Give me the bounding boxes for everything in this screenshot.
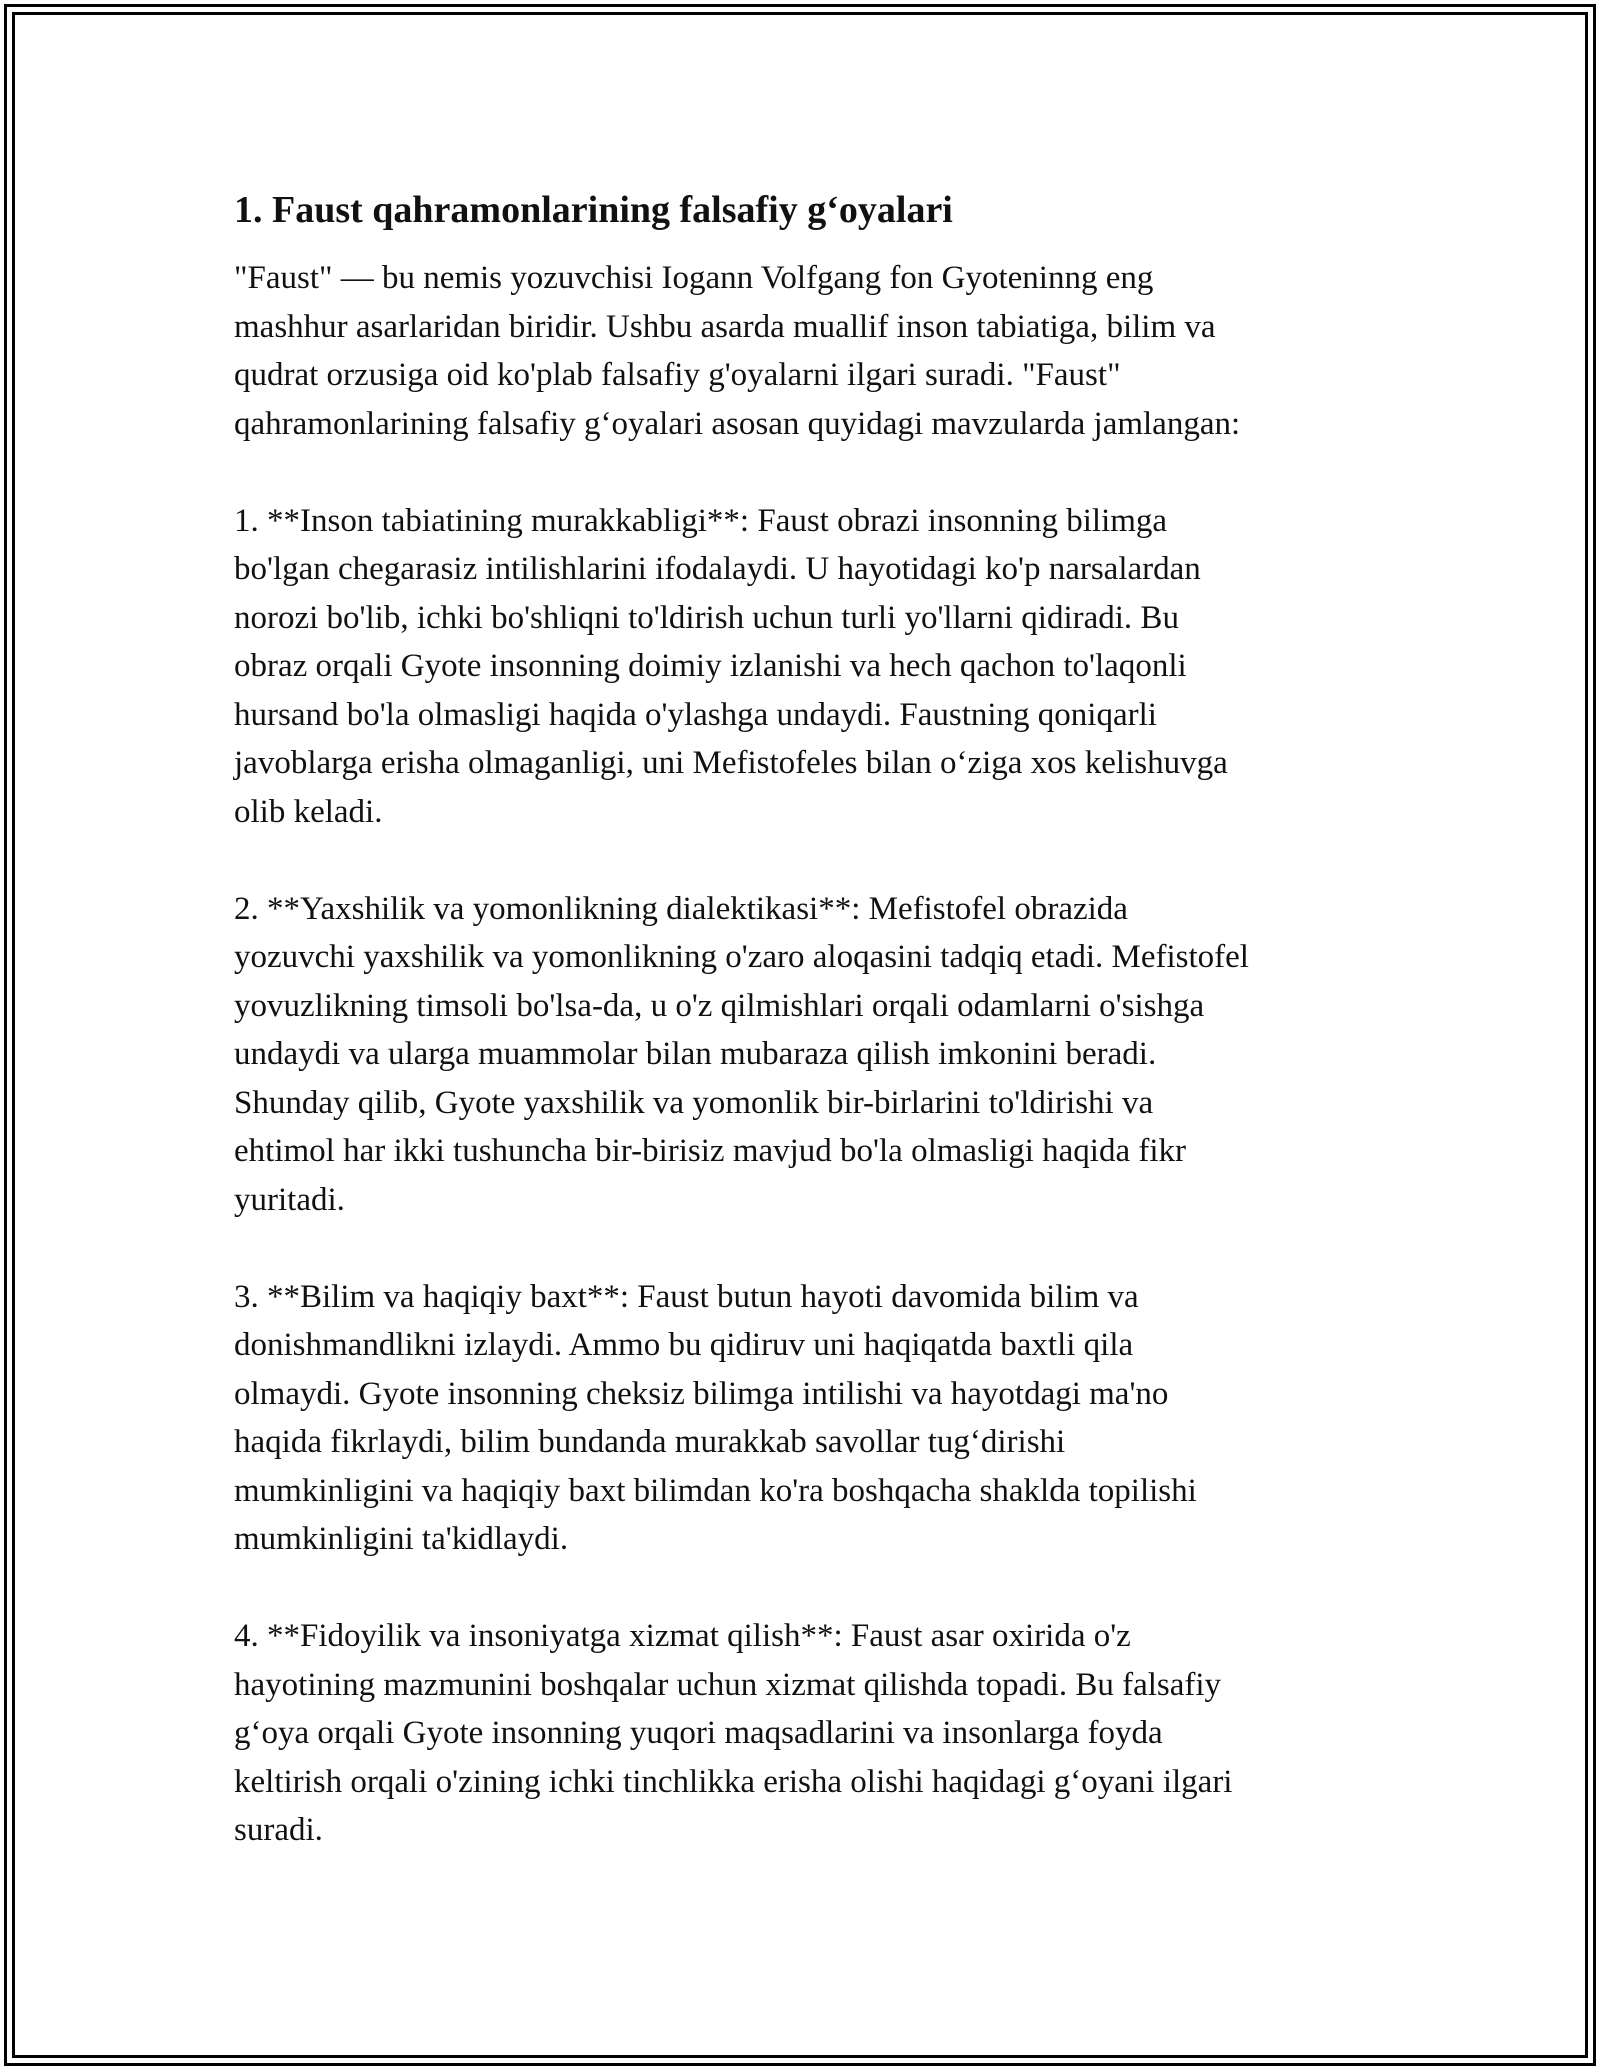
document-title: 1. Faust qahramonlarining falsafiy g‘oyalari <box>234 189 953 231</box>
list-item-4-paragraph: 4. **Fidoyilik va insoniyatga xizmat qilish**: Faust asar oxirida o'z hayotining mazmunini boshqalar uchun xizmat qilishda topadi. Bu falsafiy g‘oya orqali Gyote insonning yuqori maqsadlarini va insonlarga foyda keltirish orqali o'zining ichki tinchlikka erisha olishi haqidagi g‘oyani ilgari suradi. <box>234 1618 1233 1848</box>
list-item-2-paragraph: 2. **Yaxshilik va yomonlikning dialektikasi**: Mefistofel obrazida yozuvchi yaxshilik va yomonlikning o'zaro aloqasini tadqiq etadi. Mefistofel yovuzlikning timsoli bo'lsa-da, u o'z qilmishlari orqali odamlarni o'sishga undaydi va ularga muammolar bilan mubaraza qilish imkonini beradi. Shunday qilib, Gyote yaxshilik va yomonlik bir-birlarini to'ldirishi va ehtimol har ikki tushuncha bir-birisiz mavjud bo'la olmasligi haqida fikr yuritadi. <box>234 890 1249 1218</box>
list-item-3-paragraph: 3. **Bilim va haqiqiy baxt**: Faust butun hayoti davomida bilim va donishmandlikni izlaydi. Ammo bu qidiruv uni haqiqatda baxtli qila olmaydi. Gyote insonning cheksiz bilimga intilishi va hayotdagi ma'no haqida fikrlaydi, bilim bundanda murakkab savollar tug‘dirishi mumkinligini va haqiqiy baxt bilimdan ko'ra boshqacha shaklda topilishi mumkinligini ta'kidlaydi. <box>234 1278 1197 1557</box>
list-item-1-paragraph: 1. **Inson tabiatining murakkabligi**: Faust obrazi insonning bilimga bo'lgan chegarasiz intilishlarini ifodalaydi. U hayotidagi ko'p narsalardan norozi bo'lib, ichki bo'shliqni to'ldirish uchun turli yo'llarni qidiradi. Bu obraz orqali Gyote insonning doimiy izlanishi va hech qachon to'laqonli hursand bo'la olmasligi haqida o'ylashga undaydi. Faustning qoniqarli javoblarga erisha olmaganligi, uni Mefistofeles bilan o‘ziga xos kelishuvga olib keladi. <box>234 502 1228 830</box>
document-body <box>234 186 1374 1903</box>
intro-paragraph: "Faust" — bu nemis yozuvchisi Iogann Volfgang fon Gyoteninng eng mashhur asarlaridan biridir. Ushbu asarda muallif inson tabiatiga, bilim va qudrat orzusiga oid ko'plab falsafiy g'oyalarni ilgari suradi. "Faust" qahramonlarining falsafiy g‘oyalari asosan quyidagi mavzularda jamlangan: <box>234 260 1241 442</box>
